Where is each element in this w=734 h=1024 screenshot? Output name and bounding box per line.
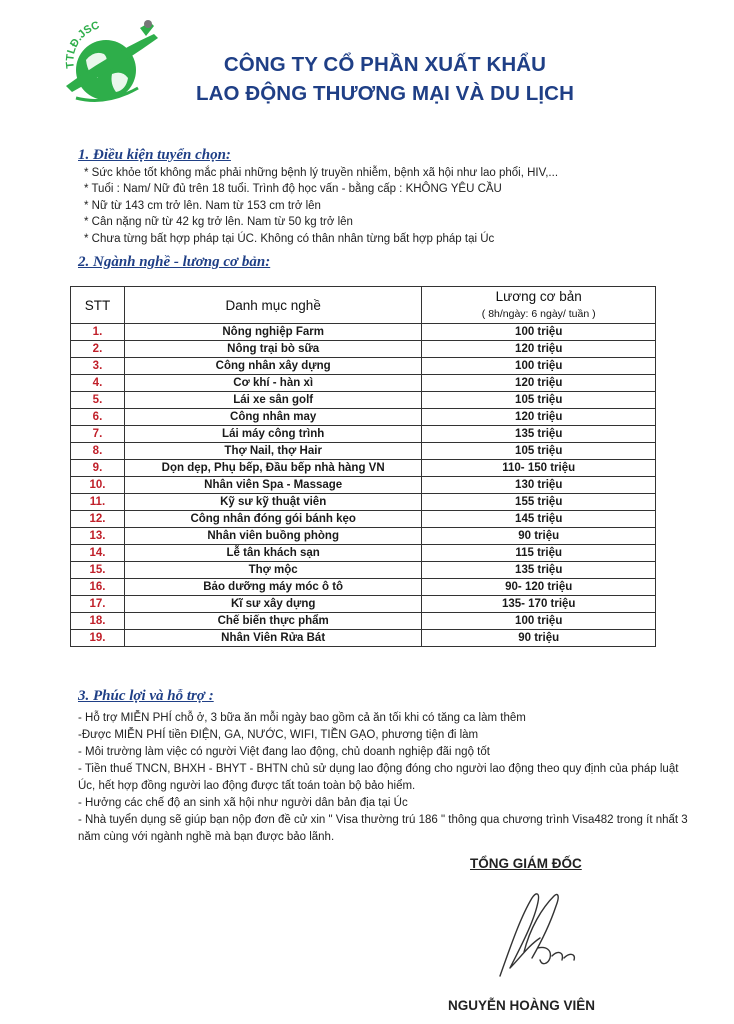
requirement-item: * Tuổi : Nam/ Nữ đủ trên 18 tuổi. Trình độ học vấn - bằng cấp : KHÔNG YÊU CẦU: [84, 183, 502, 196]
table-row: [71, 528, 656, 545]
table-row: [71, 426, 656, 443]
requirement-item: * Sức khỏe tốt không mắc phải những bệnh lý truyền nhiễm, bệnh xã hội như lao phổi, HIV,...: [84, 167, 559, 179]
table-row: [71, 324, 656, 341]
section2-title: 2. Ngành nghề - lương cơ bản:: [78, 254, 271, 270]
row-job: Thợ Nail, thợ Hair: [124, 443, 421, 460]
row-stt: 2.: [71, 341, 125, 358]
row-job: Dọn dẹp, Phụ bếp, Đầu bếp nhà hàng VN: [124, 460, 421, 477]
requirement-item: * Chưa từng bất hợp pháp tại ÚC. Không có thân nhân từng bất hợp pháp tại Úc: [84, 232, 495, 245]
header-salary-note: ( 8h/ngày: 6 ngày/ tuần ): [422, 306, 656, 324]
row-salary: 100 triệu: [422, 358, 656, 375]
table-row: [71, 477, 656, 494]
row-job: Kĩ sư xây dựng: [124, 596, 421, 613]
benefit-item: - Môi trường làm việc có người Việt đang lao động, chủ doanh nghiệp đãi ngộ tốt: [78, 746, 490, 758]
row-stt: 13.: [71, 528, 125, 545]
row-stt: 9.: [71, 460, 125, 477]
row-salary: 90 triệu: [422, 528, 656, 545]
table-row: [71, 409, 656, 426]
row-stt: 3.: [71, 358, 125, 375]
row-job: Công nhân may: [124, 409, 421, 426]
row-salary: 105 triệu: [422, 392, 656, 409]
table-row: [71, 375, 656, 392]
row-salary: 105 triệu: [422, 443, 656, 460]
row-salary: 145 triệu: [422, 511, 656, 528]
row-job: Thợ mộc: [124, 562, 421, 579]
row-stt: 14.: [71, 545, 125, 562]
row-salary: 135- 170 triệu: [422, 596, 656, 613]
company-title-line1: CÔNG TY CỔ PHẦN XUẤT KHẨU: [223, 53, 547, 76]
row-salary: 120 triệu: [422, 341, 656, 358]
table-row: [71, 596, 656, 613]
row-stt: 17.: [71, 596, 125, 613]
row-salary: 90- 120 triệu: [422, 579, 656, 596]
row-job: Kỹ sư kỹ thuật viên: [124, 494, 421, 511]
row-stt: 7.: [71, 426, 125, 443]
requirements-list: [84, 165, 558, 247]
row-job: Nhân viên buồng phòng: [124, 528, 421, 545]
row-stt: 12.: [71, 511, 125, 528]
table-row: [71, 443, 656, 460]
table-row: [71, 460, 656, 477]
signer-name: NGUYỄN HOÀNG VIÊN: [448, 998, 596, 1013]
table-row: [71, 392, 656, 409]
table-row: [71, 358, 656, 375]
row-job: Chế biến thực phẩm: [124, 613, 421, 630]
company-logo: [56, 16, 160, 110]
row-stt: 15.: [71, 562, 125, 579]
row-salary: 120 triệu: [422, 375, 656, 392]
row-job: Nhân Viên Rửa Bát: [124, 630, 421, 647]
row-stt: 19.: [71, 630, 125, 647]
table-row: [71, 494, 656, 511]
benefit-item: - Tiền thuế TNCN, BHXH - BHYT - BHTN chủ sử dụng lao động đóng cho người lao động theo quy định của pháp luật Úc, hết hợp đồng người lao động được tất toán toàn bộ bảo hiểm.: [78, 763, 679, 792]
company-title: [150, 50, 620, 108]
row-job: Nông nghiệp Farm: [124, 324, 421, 341]
signature-mark: [480, 888, 590, 984]
row-job: Cơ khí - hàn xì: [124, 375, 421, 392]
row-salary: 115 triệu: [422, 545, 656, 562]
row-job: Lễ tân khách sạn: [124, 545, 421, 562]
benefit-item: - Nhà tuyển dụng sẽ giúp bạn nộp đơn đề cử xin " Visa thường trú 186 " thông qua chương trình Visa482 trong ít nhất 3 năm cùng với ngành nghề mà bạn được bảo lãnh.: [78, 814, 688, 843]
header-salary: Lương cơ bản: [422, 287, 656, 307]
table-row: [71, 613, 656, 630]
header-job: Danh mục nghề: [124, 287, 421, 324]
row-stt: 6.: [71, 409, 125, 426]
benefits-list: [78, 710, 688, 846]
row-stt: 18.: [71, 613, 125, 630]
logo-text: TTLĐ.JSC: [64, 19, 102, 69]
table-row: [71, 562, 656, 579]
row-stt: 5.: [71, 392, 125, 409]
section1-title: 1. Điều kiện tuyển chọn:: [78, 147, 231, 163]
section3-title: 3. Phúc lợi và hỗ trợ :: [78, 688, 214, 704]
row-salary: 120 triệu: [422, 409, 656, 426]
row-stt: 16.: [71, 579, 125, 596]
row-job: Nhân viên Spa - Massage: [124, 477, 421, 494]
row-stt: 11.: [71, 494, 125, 511]
row-salary: 135 triệu: [422, 562, 656, 579]
table-row: [71, 545, 656, 562]
jobs-table: [70, 286, 656, 647]
row-salary: 100 triệu: [422, 324, 656, 341]
table-row: [71, 579, 656, 596]
row-stt: 4.: [71, 375, 125, 392]
benefit-item: -Được MIỄN PHÍ tiền ĐIỆN, GA, NƯỚC, WIFI, TIỀN GẠO, phương tiện đi làm: [78, 729, 479, 741]
benefit-item: - Hưởng các chế độ an sinh xã hội như người dân bản địa tại Úc: [78, 797, 408, 809]
row-stt: 1.: [71, 324, 125, 341]
row-stt: 10.: [71, 477, 125, 494]
company-title-line2: LAO ĐỘNG THƯƠNG MẠI VÀ DU LỊCH: [195, 82, 574, 105]
row-job: Nông trại bò sữa: [124, 341, 421, 358]
row-job: Công nhân đóng gói bánh kẹo: [124, 511, 421, 528]
row-salary: 135 triệu: [422, 426, 656, 443]
row-stt: 8.: [71, 443, 125, 460]
signature-title: TỔNG GIÁM ĐỐC: [470, 856, 582, 871]
row-salary: 155 triệu: [422, 494, 656, 511]
row-job: Lái xe sân golf: [124, 392, 421, 409]
row-job: Bảo dưỡng máy móc ô tô: [124, 579, 421, 596]
row-salary: 110- 150 triệu: [422, 460, 656, 477]
table-row: [71, 511, 656, 528]
row-job: Lái máy công trình: [124, 426, 421, 443]
table-row: [71, 341, 656, 358]
requirement-item: * Nữ từ 143 cm trở lên. Nam từ 153 cm trở lên: [84, 199, 321, 212]
row-salary: 130 triệu: [422, 477, 656, 494]
row-job: Công nhân xây dựng: [124, 358, 421, 375]
row-salary: 90 triệu: [422, 630, 656, 647]
benefit-item: - Hỗ trợ MIỄN PHÍ chỗ ở, 3 bữa ăn mỗi ngày bao gồm cả ăn tối khi có tăng ca làm thêm: [78, 712, 526, 724]
table-row: [71, 630, 656, 647]
header-stt: STT: [71, 287, 125, 324]
row-salary: 100 triệu: [422, 613, 656, 630]
requirement-item: * Cân nặng nữ từ 42 kg trở lên. Nam từ 50 kg trở lên: [84, 216, 353, 229]
